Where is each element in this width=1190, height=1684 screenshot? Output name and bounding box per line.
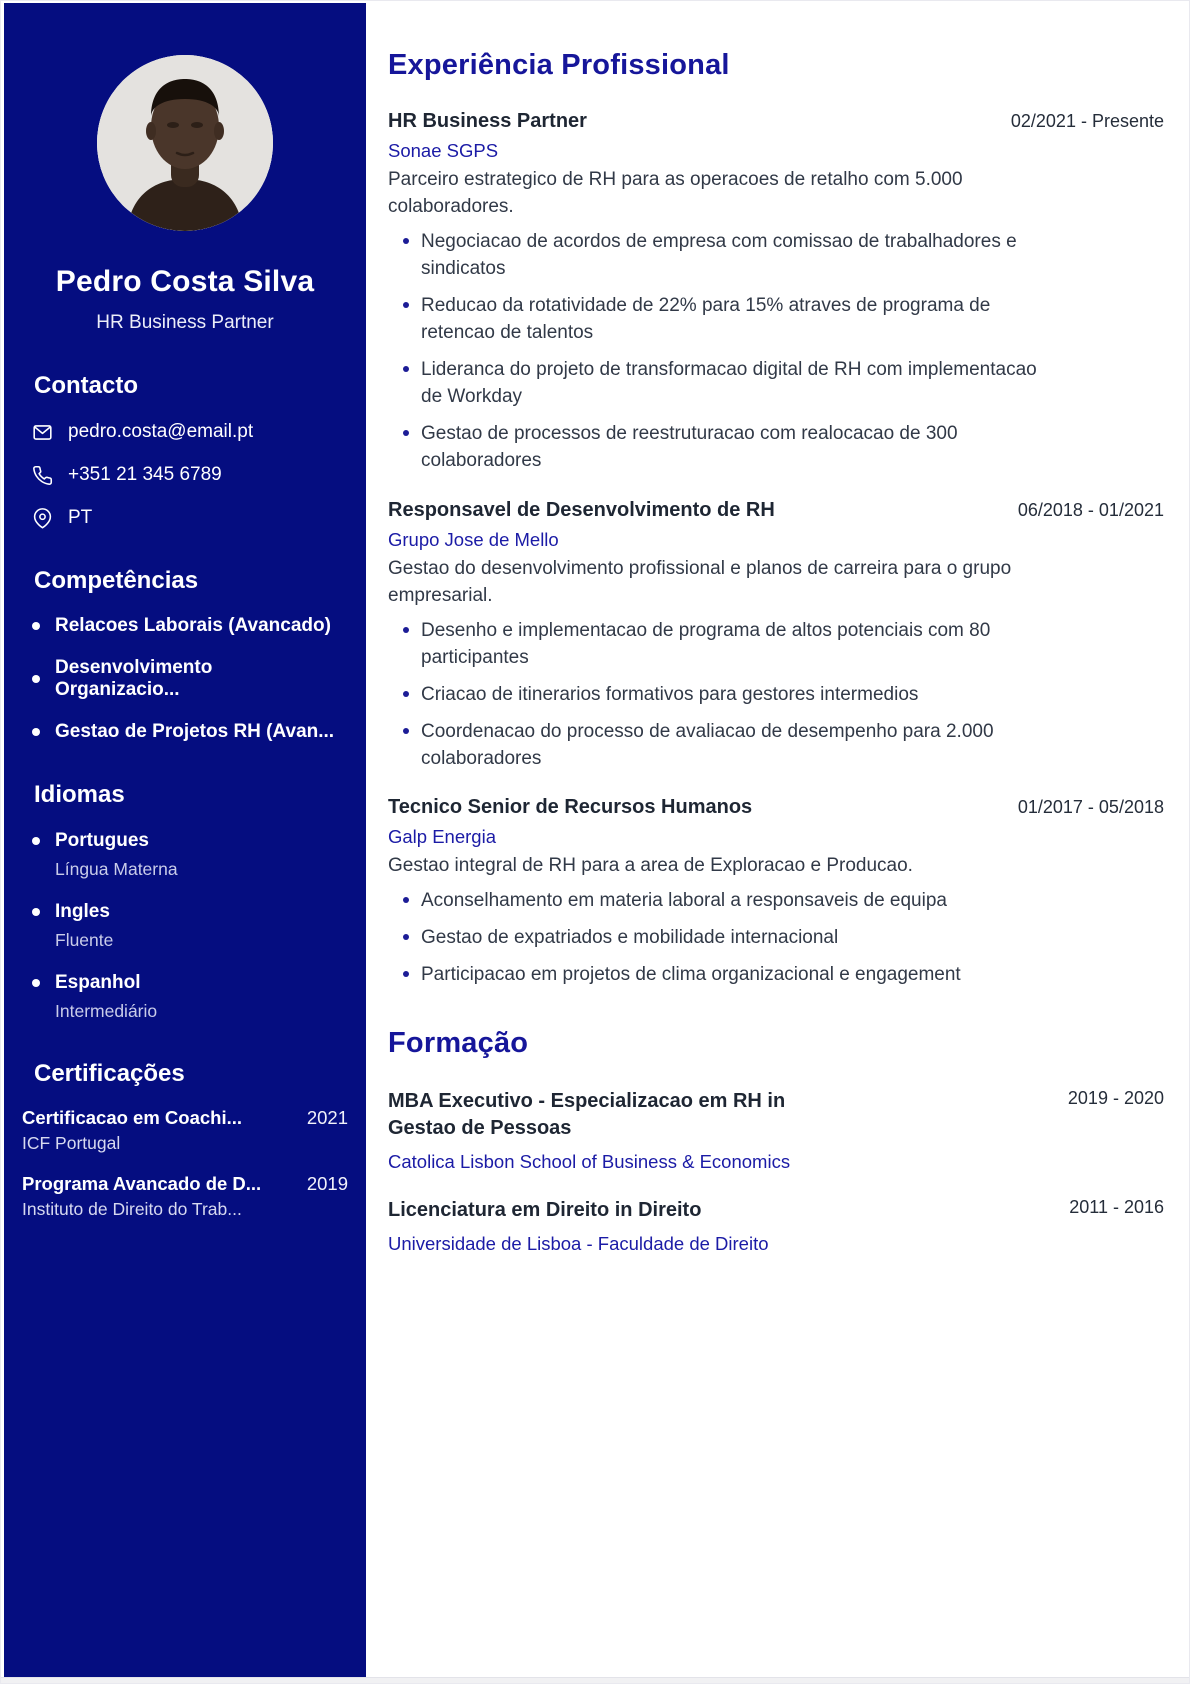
job-entry	[388, 796, 1164, 989]
experience-section-heading: Experiência Profissional	[388, 49, 730, 81]
certifications-heading: Certificações	[34, 1060, 185, 1087]
person-job-title: HR Business Partner	[96, 312, 274, 333]
bullet-dot-icon	[32, 979, 40, 987]
job-bullet: Gestao de processos de reestruturacao com realocacao de 300 colaboradores	[421, 421, 1061, 475]
language-level: Língua Materna	[55, 859, 178, 879]
portrait-photo-placeholder	[97, 55, 273, 231]
bullet-dot-icon	[32, 728, 40, 736]
language-name: Portugues	[55, 830, 149, 851]
language-item	[32, 901, 338, 951]
phone-icon	[32, 465, 53, 486]
education-degree: Licenciatura em Direito in Direito	[388, 1199, 702, 1222]
skill-item	[32, 615, 338, 637]
job-title: Tecnico Senior de Recursos Humanos	[388, 796, 753, 819]
contact-list	[32, 421, 338, 529]
contact-phone: +351 21 345 6789	[68, 464, 222, 485]
certification-year: 2019	[306, 1173, 348, 1194]
certification-title: Certificacao em Coachi...	[22, 1107, 243, 1128]
job-summary: Gestao do desenvolvimento profissional e planos de carreira para o grupo empresarial.	[388, 557, 1012, 606]
job-summary: Gestao integral de RH para a area de Exploracao e Producao.	[388, 855, 913, 877]
contact-email[interactable]: pedro.costa@email.pt	[68, 421, 254, 442]
contact-heading: Contacto	[34, 372, 138, 399]
bullet-dot-icon	[32, 908, 40, 916]
contact-location: PT	[68, 507, 93, 528]
education-section	[388, 1027, 1164, 1255]
job-bullet: Participacao em projetos de clima organizacional e engagement	[421, 962, 1061, 989]
contact-email-row	[32, 421, 338, 443]
language-item	[32, 972, 338, 1022]
skill-item	[32, 721, 338, 743]
language-name: Espanhol	[55, 972, 141, 993]
language-level: Intermediário	[55, 1001, 158, 1021]
education-dates: 2011 - 2016	[1069, 1197, 1164, 1218]
main-content	[366, 3, 1182, 1677]
language-level: Fluente	[55, 930, 114, 950]
contact-location-row	[32, 507, 338, 529]
certification-issuer: ICF Portugal	[22, 1133, 121, 1153]
job-summary: Parceiro estrategico de RH para as operacoes de retalho com 5.000 colaboradores.	[388, 169, 963, 217]
skill-label: Desenvolvimento Organizacio...	[55, 657, 213, 700]
education-entry	[388, 1197, 1164, 1255]
bullet-dot-icon	[32, 622, 40, 630]
bottom-page-edge	[0, 1677, 1190, 1684]
certification-title: Programa Avancado de D...	[22, 1173, 262, 1194]
certification-item	[22, 1173, 348, 1220]
job-bullet: Gestao de expatriados e mobilidade internacional	[421, 925, 1061, 952]
skill-label: Gestao de Projetos RH (Avan...	[55, 721, 335, 742]
education-section-heading: Formação	[388, 1027, 529, 1060]
skill-label: Relacoes Laborais (Avancado)	[55, 615, 331, 636]
languages-list	[32, 830, 338, 1022]
job-bullet: Coordenacao do processo de avaliacao de desempenho para 2.000 colaboradores	[421, 719, 1061, 773]
job-entry	[388, 499, 1164, 773]
job-company-link[interactable]: Sonae SGPS	[388, 140, 499, 161]
skill-item	[32, 657, 338, 701]
job-title: HR Business Partner	[388, 110, 587, 132]
certifications-list	[22, 1107, 348, 1220]
education-entry	[388, 1088, 1164, 1173]
job-dates: 01/2017 - 05/2018	[1017, 797, 1164, 818]
education-school-link[interactable]: Catolica Lisbon School of Business & Economics	[388, 1151, 791, 1173]
job-dates: 06/2018 - 01/2021	[1017, 499, 1164, 520]
job-bullet: Aconselhamento em materia laboral a responsaveis de equipa	[421, 888, 1061, 915]
bullet-dot-icon	[32, 837, 40, 845]
job-bullet: Criacao de itinerarios formativos para gestores intermedios	[421, 682, 1061, 709]
certification-issuer: Instituto de Direito do Trab...	[22, 1199, 242, 1219]
skills-heading: Competências	[34, 567, 199, 594]
languages-heading: Idiomas	[34, 781, 125, 808]
job-bullet: Negociacao de acordos de empresa com comissao de trabalhadores e sindicatos	[421, 229, 1061, 283]
education-dates: 2019 - 2020	[1067, 1088, 1164, 1109]
skills-list	[32, 615, 338, 743]
job-bullet: Desenho e implementacao de programa de altos potenciais com 80 participantes	[421, 618, 1061, 672]
job-bullet-list	[388, 888, 1164, 989]
job-bullet: Reducao da rotatividade de 22% para 15% atraves de programa de retencao de talentos	[421, 293, 1061, 347]
education-school-link[interactable]: Universidade de Lisboa - Faculdade de Direito	[388, 1233, 769, 1255]
job-bullet-list	[388, 229, 1164, 475]
education-degree: MBA Executivo - Especializacao em RH in Gestao de Pessoas	[388, 1090, 786, 1140]
language-name: Ingles	[55, 901, 110, 922]
job-dates: 02/2021 - Presente	[1010, 111, 1164, 131]
location-icon	[32, 508, 53, 529]
certification-year: 2021	[306, 1107, 348, 1128]
sidebar	[4, 3, 366, 1677]
job-bullet: Lideranca do projeto de transformacao digital de RH com implementacao de Workday	[421, 357, 1061, 411]
contact-phone-row	[32, 464, 338, 486]
language-item	[32, 830, 338, 880]
bullet-dot-icon	[32, 675, 40, 683]
email-icon	[32, 422, 53, 443]
job-company-link[interactable]: Galp Energia	[388, 826, 496, 848]
job-entry	[388, 110, 1164, 475]
person-name: Pedro Costa Silva	[55, 265, 315, 298]
job-company-link[interactable]: Grupo Jose de Mello	[388, 528, 559, 550]
avatar	[97, 55, 273, 231]
certification-item	[22, 1107, 348, 1154]
job-bullet-list	[388, 618, 1164, 773]
job-title: Responsavel de Desenvolvimento de RH	[388, 498, 775, 521]
